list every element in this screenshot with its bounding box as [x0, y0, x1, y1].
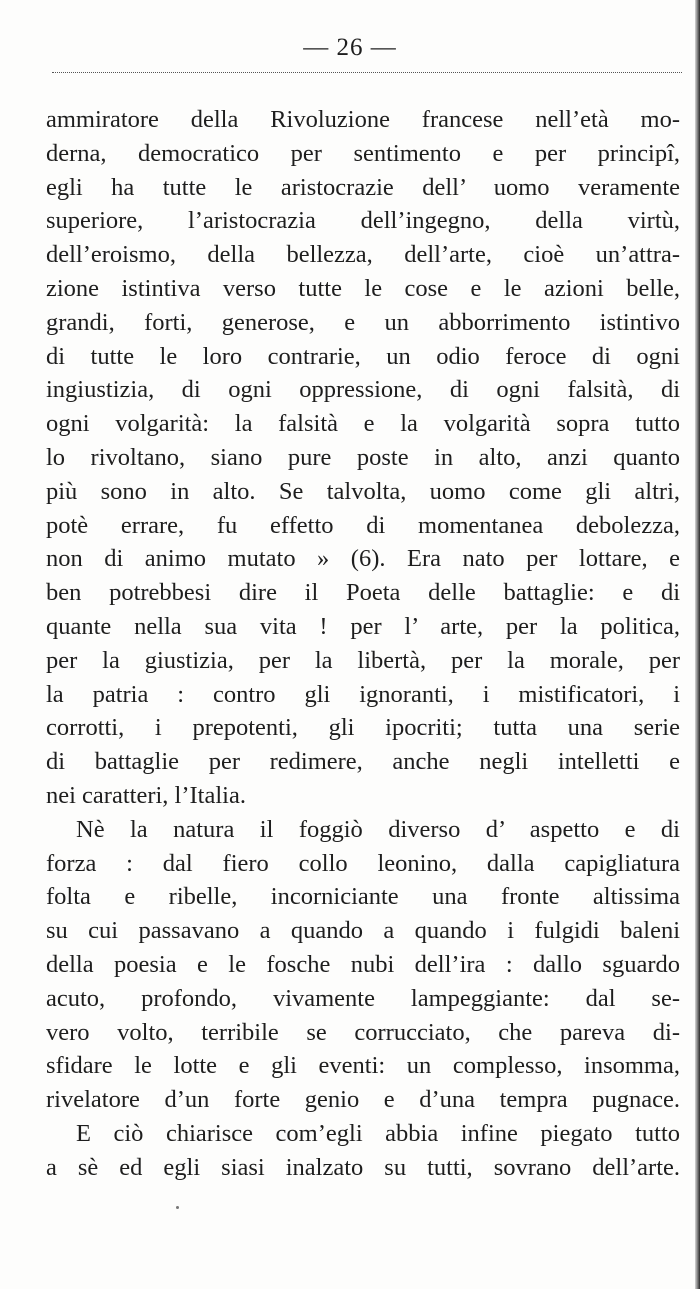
paragraph	[46, 813, 680, 1117]
text-line: ammiratore della Rivoluzione francese nell’età mo-	[46, 106, 680, 133]
text-line: corrotti, i prepotenti, gli ipocriti; tutta una serie	[46, 714, 680, 742]
text-line: non di animo mutato » (6). Era nato per lottare, e	[46, 545, 680, 573]
text-line: a sè ed egli siasi inalzato su tutti, sovrano dell’arte.	[46, 1153, 680, 1181]
text-line: rivelatore d’un forte genio e d’una tempra pugnace.	[46, 1086, 680, 1114]
text-line: vero volto, terribile se corrucciato, che pareva di-	[46, 1018, 680, 1046]
paragraph	[46, 1117, 680, 1185]
text-line: su cui passavano a quando a quando i fulgidi baleni	[46, 917, 680, 945]
text-line: folta e ribelle, incorniciante una fronte altissima	[46, 883, 680, 911]
text-line: di tutte le loro contrarie, un odio feroce di ogni	[46, 342, 680, 370]
text-line: ogni volgarità: la falsità e la volgarità sopra tutto	[46, 410, 680, 438]
text-line: acuto, profondo, vivamente lampeggiante: dal se-	[46, 984, 680, 1012]
text-line: dell’eroismo, della bellezza, dell’arte, cioè un’attra-	[46, 241, 680, 269]
text-line: la patria : contro gli ignoranti, i mistificatori, i	[46, 680, 680, 708]
text-line: della poesia e le fosche nubi dell’ira : dallo sguardo	[46, 950, 680, 978]
text-line: ingiustizia, di ogni oppressione, di ogni falsità, di	[46, 376, 680, 404]
text-line: quante nella sua vita ! per l’ arte, per la politica,	[46, 612, 680, 640]
page-body	[46, 103, 680, 1185]
text-line: di battaglie per redimere, anche negli intelletti e	[46, 748, 680, 776]
text-line: egli ha tutte le aristocrazie dell’ uomo veramente	[46, 173, 680, 201]
page-number: — 26 —	[303, 34, 397, 61]
text-line: per la giustizia, per la libertà, per la morale, per	[46, 646, 680, 674]
text-line: sfidare le lotte e gli eventi: un complesso, insomma,	[46, 1052, 680, 1080]
text-line: potè errare, fu effetto di momentanea debolezza,	[46, 511, 680, 539]
text-line: lo rivoltano, siano pure poste in alto, anzi quanto	[46, 443, 680, 471]
text-line: nei caratteri, l’Italia.	[46, 781, 246, 809]
text-line: E ciò chiarisce com’egli abbia infine piegato tutto	[76, 1119, 680, 1147]
header-rule	[52, 72, 682, 73]
page-edge-shadow	[695, 0, 700, 1289]
text-line: più sono in alto. Se talvolta, uomo come gli altri,	[46, 477, 680, 505]
text-line: forza : dal fiero collo leonino, dalla capigliatura	[46, 849, 680, 877]
text-line: grandi, forti, generose, e un abborrimento istintivo	[46, 308, 680, 336]
text-line: ben potrebbesi dire il Poeta delle battaglie: e di	[46, 579, 680, 607]
text-line: zione istintiva verso tutte le cose e le azioni belle,	[46, 274, 680, 302]
ink-speck	[176, 1206, 179, 1209]
text-line: superiore, l’aristocrazia dell’ingegno, della virtù,	[46, 207, 680, 235]
text-line: derna, democratico per sentimento e per principî,	[46, 139, 680, 167]
text-line: Nè la natura il foggiò diverso d’ aspetto e di	[76, 815, 680, 843]
paragraph	[46, 103, 680, 813]
